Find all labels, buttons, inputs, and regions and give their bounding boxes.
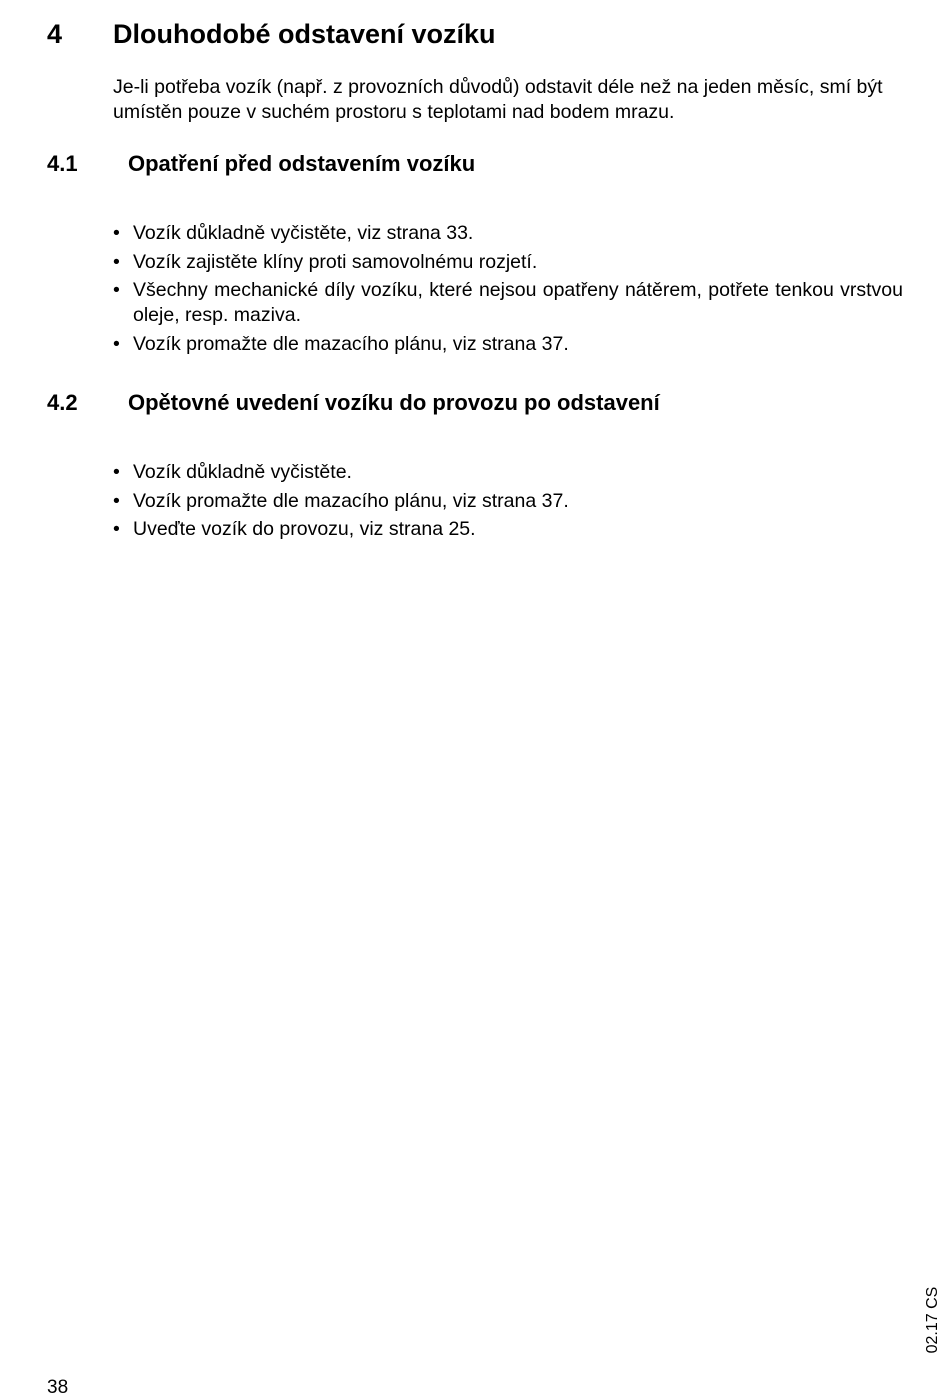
bullet-icon: • — [113, 332, 120, 355]
bullet-icon: • — [113, 279, 120, 301]
list-item — [113, 460, 903, 485]
section-number: 4.2 — [47, 390, 78, 415]
section-heading-4-2 — [47, 388, 660, 418]
section-number: 4.1 — [47, 151, 78, 176]
list-item-text: Vozík důkladně vyčistěte, viz strana 33. — [133, 222, 474, 244]
chapter-title: Dlouhodobé odstavení vozíku — [113, 19, 496, 49]
bullet-icon: • — [113, 461, 120, 483]
chapter-heading — [47, 14, 496, 54]
list-item-text: Všechny mechanické díly vozíku, které nejsou opatřeny nátěrem, potřete tenkou vrstvou oleje, resp. maziva. — [133, 279, 903, 326]
chapter-number: 4 — [47, 19, 63, 49]
list-item — [113, 489, 903, 514]
section-title: Opatření před odstavením vozíku — [128, 151, 476, 176]
list-item — [113, 221, 903, 246]
list-item — [113, 250, 903, 275]
chapter-intro: Je-li potřeba vozík (např. z provozních důvodů) odstavit déle než na jeden měsíc, smí být umístěn pouze v suchém prostoru s teplotami nad bodem mrazu. — [113, 76, 883, 123]
list-item-text: Vozík zajistěte klíny proti samovolnému rozjetí. — [133, 250, 538, 273]
list-item — [113, 278, 903, 328]
list-item — [113, 517, 903, 542]
bullet-icon: • — [113, 250, 120, 273]
page-number: 38 — [47, 1377, 69, 1398]
bullet-icon: • — [113, 518, 120, 540]
section-4-2-list — [113, 460, 903, 546]
list-item-text: Vozík promažte dle mazacího plánu, viz strana 37. — [133, 332, 569, 355]
bullet-icon: • — [113, 222, 120, 244]
list-item-text: Vozík promažte dle mazacího plánu, viz strana 37. — [133, 489, 569, 512]
section-heading-4-1 — [47, 149, 475, 179]
section-4-1-list — [113, 221, 903, 360]
list-item — [113, 332, 903, 357]
bullet-icon: • — [113, 489, 120, 512]
list-item-text: Uveďte vozík do provozu, viz strana 25. — [133, 518, 476, 540]
document-code: 02.17 CS — [924, 1286, 941, 1354]
section-title: Opětovné uvedení vozíku do provozu po odstavení — [128, 390, 660, 415]
list-item-text: Vozík důkladně vyčistěte. — [133, 461, 352, 483]
